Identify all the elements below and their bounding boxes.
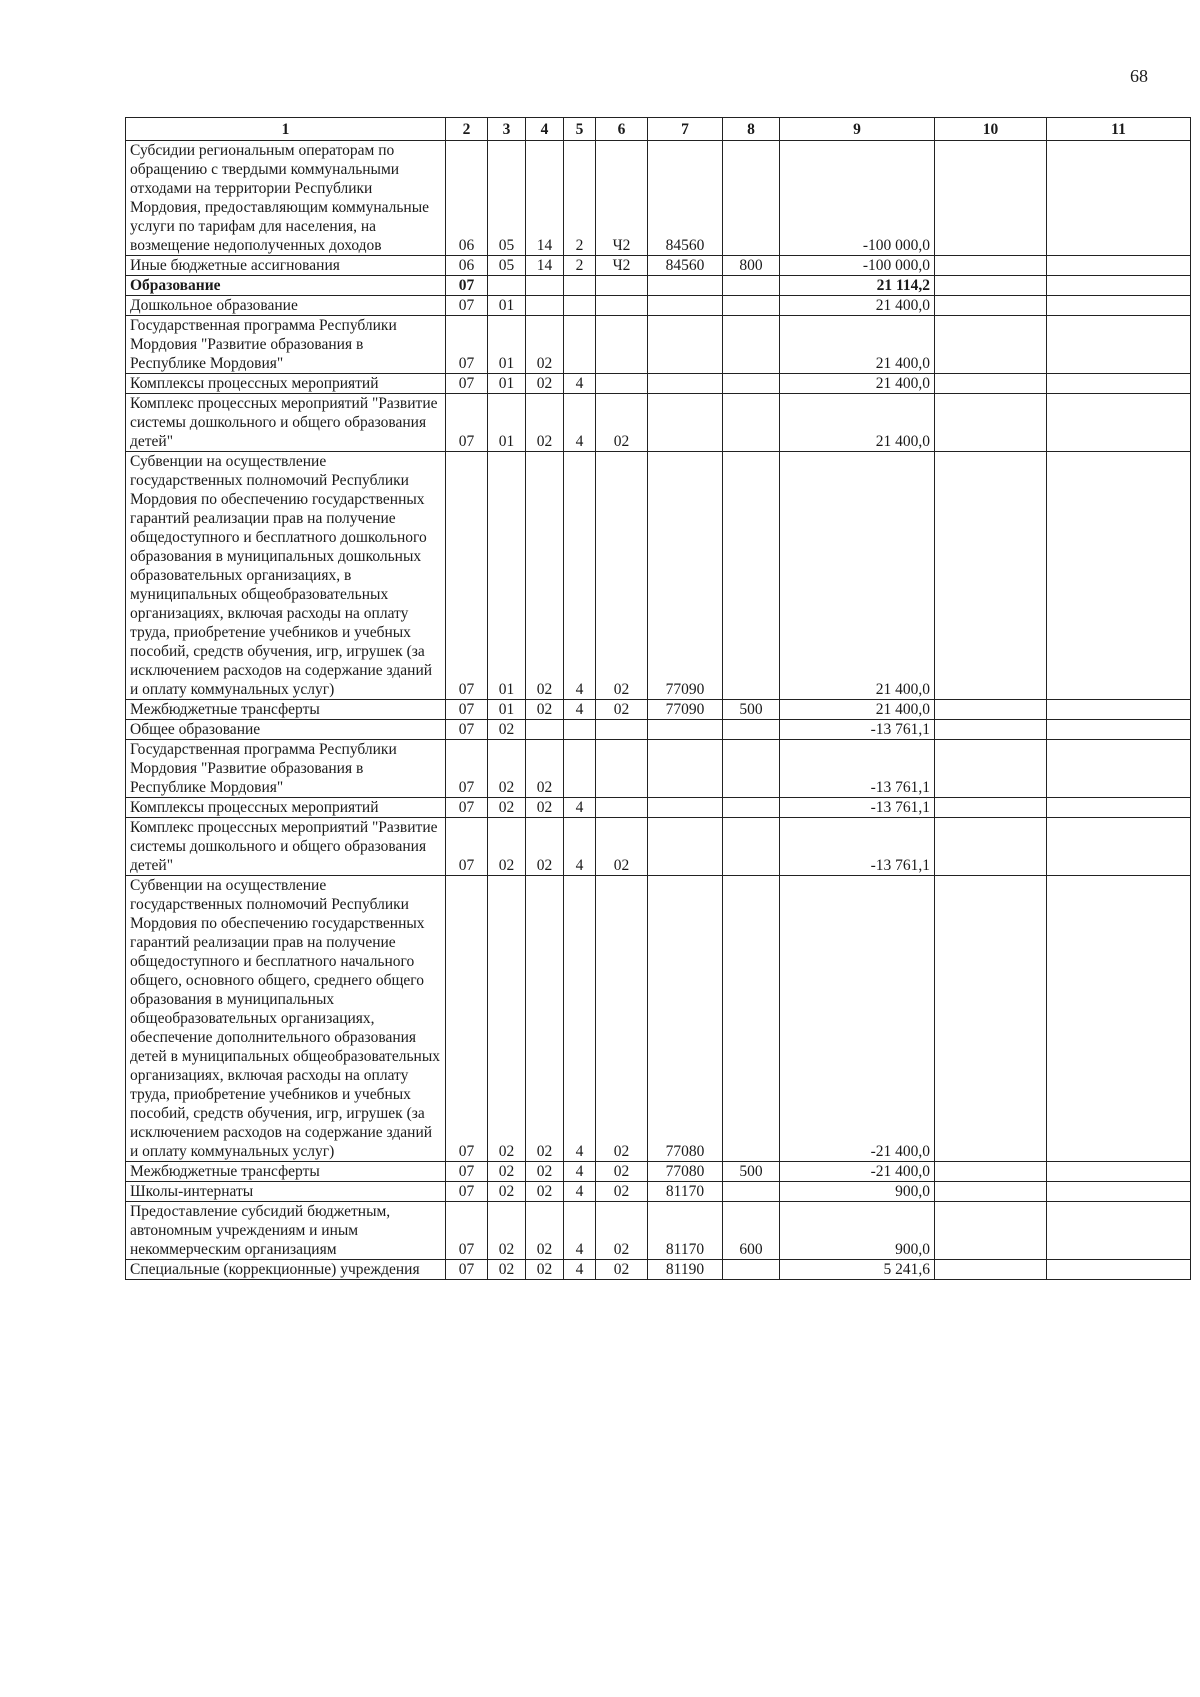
code-cell-4 bbox=[526, 276, 564, 296]
code-cell-2: 07 bbox=[446, 720, 488, 740]
code-cell-7 bbox=[648, 394, 723, 452]
code-cell-6 bbox=[596, 798, 648, 818]
code-cell-10 bbox=[935, 720, 1047, 740]
code-cell-6: Ч2 bbox=[596, 256, 648, 276]
code-cell-5 bbox=[564, 316, 596, 374]
amount-cell: 900,0 bbox=[780, 1202, 935, 1260]
table-row bbox=[126, 452, 1191, 700]
code-cell-3: 01 bbox=[488, 394, 526, 452]
code-cell-8 bbox=[723, 374, 780, 394]
code-cell-10 bbox=[935, 316, 1047, 374]
amount-cell: -100 000,0 bbox=[780, 256, 935, 276]
code-cell-6: 02 bbox=[596, 1202, 648, 1260]
col-header-8: 8 bbox=[723, 118, 780, 141]
col-header-2: 2 bbox=[446, 118, 488, 141]
code-cell-6: 02 bbox=[596, 394, 648, 452]
code-cell-4: 02 bbox=[526, 452, 564, 700]
code-cell-4: 02 bbox=[526, 740, 564, 798]
code-cell-11 bbox=[1047, 276, 1191, 296]
code-cell-2: 07 bbox=[446, 276, 488, 296]
code-cell-10 bbox=[935, 700, 1047, 720]
code-cell-11 bbox=[1047, 1202, 1191, 1260]
col-header-4: 4 bbox=[526, 118, 564, 141]
col-header-6: 6 bbox=[596, 118, 648, 141]
code-cell-10 bbox=[935, 256, 1047, 276]
code-cell-8 bbox=[723, 1260, 780, 1280]
code-cell-11 bbox=[1047, 1260, 1191, 1280]
row-name-cell: Школы-интернаты bbox=[126, 1182, 446, 1202]
table-row bbox=[126, 700, 1191, 720]
row-name-cell: Образование bbox=[126, 276, 446, 296]
code-cell-11 bbox=[1047, 798, 1191, 818]
table-row bbox=[126, 818, 1191, 876]
code-cell-2: 06 bbox=[446, 141, 488, 256]
code-cell-4: 02 bbox=[526, 818, 564, 876]
row-name-cell: Субвенции на осуществление государственных полномочий Республики Мордовия по обеспечению государственных гарантий реализации прав на получение общедоступного и бесплатного начального общего, основного общего, среднего общего образования в муниципальных общеобразовательных организациях, обеспечение дополнительного образования детей в муниципальных общеобразовательных организациях, включая расходы на оплату труда, приобретение учебников и учебных пособий, средств обучения, игр, игрушек (за исключением расходов на содержание зданий и оплату коммунальных услуг) bbox=[126, 876, 446, 1162]
code-cell-11 bbox=[1047, 700, 1191, 720]
code-cell-3: 02 bbox=[488, 798, 526, 818]
table-row bbox=[126, 276, 1191, 296]
row-name-cell: Общее образование bbox=[126, 720, 446, 740]
amount-cell: 21 400,0 bbox=[780, 700, 935, 720]
code-cell-8 bbox=[723, 141, 780, 256]
code-cell-8: 600 bbox=[723, 1202, 780, 1260]
code-cell-8 bbox=[723, 818, 780, 876]
code-cell-5 bbox=[564, 296, 596, 316]
code-cell-8 bbox=[723, 876, 780, 1162]
code-cell-7: 81190 bbox=[648, 1260, 723, 1280]
code-cell-3: 02 bbox=[488, 1260, 526, 1280]
code-cell-5: 2 bbox=[564, 141, 596, 256]
code-cell-4: 02 bbox=[526, 394, 564, 452]
code-cell-5: 4 bbox=[564, 818, 596, 876]
code-cell-2: 07 bbox=[446, 1202, 488, 1260]
amount-cell: 21 400,0 bbox=[780, 316, 935, 374]
code-cell-6: 02 bbox=[596, 700, 648, 720]
code-cell-10 bbox=[935, 394, 1047, 452]
code-cell-6: 02 bbox=[596, 452, 648, 700]
code-cell-5: 4 bbox=[564, 1202, 596, 1260]
table-row bbox=[126, 316, 1191, 374]
code-cell-2: 07 bbox=[446, 374, 488, 394]
code-cell-10 bbox=[935, 740, 1047, 798]
code-cell-7 bbox=[648, 316, 723, 374]
table-row bbox=[126, 1260, 1191, 1280]
code-cell-5: 4 bbox=[564, 876, 596, 1162]
code-cell-10 bbox=[935, 452, 1047, 700]
table-row bbox=[126, 1182, 1191, 1202]
code-cell-7 bbox=[648, 296, 723, 316]
code-cell-10 bbox=[935, 818, 1047, 876]
code-cell-4: 02 bbox=[526, 316, 564, 374]
code-cell-7: 81170 bbox=[648, 1202, 723, 1260]
code-cell-3: 01 bbox=[488, 374, 526, 394]
code-cell-4: 02 bbox=[526, 700, 564, 720]
col-header-3: 3 bbox=[488, 118, 526, 141]
code-cell-6: 02 bbox=[596, 1260, 648, 1280]
code-cell-3: 05 bbox=[488, 141, 526, 256]
code-cell-3: 02 bbox=[488, 740, 526, 798]
row-name-cell: Иные бюджетные ассигнования bbox=[126, 256, 446, 276]
code-cell-6: 02 bbox=[596, 818, 648, 876]
code-cell-6 bbox=[596, 740, 648, 798]
row-name-cell: Дошкольное образование bbox=[126, 296, 446, 316]
amount-cell: -13 761,1 bbox=[780, 818, 935, 876]
code-cell-3 bbox=[488, 276, 526, 296]
code-cell-11 bbox=[1047, 740, 1191, 798]
table-row bbox=[126, 394, 1191, 452]
code-cell-6 bbox=[596, 374, 648, 394]
code-cell-11 bbox=[1047, 1162, 1191, 1182]
amount-cell: -100 000,0 bbox=[780, 141, 935, 256]
code-cell-2: 07 bbox=[446, 452, 488, 700]
code-cell-4: 14 bbox=[526, 141, 564, 256]
code-cell-2: 07 bbox=[446, 876, 488, 1162]
amount-cell: -13 761,1 bbox=[780, 798, 935, 818]
code-cell-7: 77080 bbox=[648, 1162, 723, 1182]
code-cell-6 bbox=[596, 276, 648, 296]
amount-cell: 21 114,2 bbox=[780, 276, 935, 296]
table-row bbox=[126, 740, 1191, 798]
amount-cell: -21 400,0 bbox=[780, 876, 935, 1162]
code-cell-11 bbox=[1047, 818, 1191, 876]
code-cell-5 bbox=[564, 720, 596, 740]
code-cell-5: 4 bbox=[564, 1162, 596, 1182]
code-cell-6: 02 bbox=[596, 876, 648, 1162]
row-name-cell: Субвенции на осуществление государственных полномочий Республики Мордовия по обеспечению государственных гарантий реализации прав на получение общедоступного и бесплатного дошкольного образования в муниципальных дошкольных образовательных организациях, в муниципальных общеобразовательных организациях, включая расходы на оплату труда, приобретение учебников и учебных пособий, средств обучения, игр, игрушек (за исключением расходов на содержание зданий и оплату коммунальных услуг) bbox=[126, 452, 446, 700]
code-cell-2: 07 bbox=[446, 740, 488, 798]
code-cell-7: 77080 bbox=[648, 876, 723, 1162]
code-cell-3: 01 bbox=[488, 296, 526, 316]
amount-cell: -13 761,1 bbox=[780, 720, 935, 740]
code-cell-7: 84560 bbox=[648, 141, 723, 256]
table-row bbox=[126, 374, 1191, 394]
row-name-cell: Комплексы процессных мероприятий bbox=[126, 374, 446, 394]
col-header-1: 1 bbox=[126, 118, 446, 141]
amount-cell: 900,0 bbox=[780, 1182, 935, 1202]
code-cell-7 bbox=[648, 276, 723, 296]
table-row bbox=[126, 1202, 1191, 1260]
code-cell-7 bbox=[648, 798, 723, 818]
code-cell-8 bbox=[723, 798, 780, 818]
code-cell-2: 07 bbox=[446, 1162, 488, 1182]
row-name-cell: Межбюджетные трансферты bbox=[126, 1162, 446, 1182]
code-cell-11 bbox=[1047, 394, 1191, 452]
row-name-cell: Комплекс процессных мероприятий "Развитие системы дошкольного и общего образования детей" bbox=[126, 818, 446, 876]
table-row bbox=[126, 256, 1191, 276]
page-number: 68 bbox=[1130, 66, 1148, 86]
code-cell-10 bbox=[935, 296, 1047, 316]
code-cell-10 bbox=[935, 1202, 1047, 1260]
code-cell-11 bbox=[1047, 141, 1191, 256]
row-name-cell: Предоставление субсидий бюджетным, автономным учреждениям и иным некоммерческим организациям bbox=[126, 1202, 446, 1260]
row-name-cell: Межбюджетные трансферты bbox=[126, 700, 446, 720]
code-cell-3: 01 bbox=[488, 700, 526, 720]
code-cell-6 bbox=[596, 720, 648, 740]
code-cell-5: 4 bbox=[564, 374, 596, 394]
code-cell-3: 02 bbox=[488, 1162, 526, 1182]
table-row bbox=[126, 296, 1191, 316]
code-cell-8 bbox=[723, 720, 780, 740]
code-cell-4 bbox=[526, 296, 564, 316]
code-cell-3: 02 bbox=[488, 1182, 526, 1202]
table-row bbox=[126, 720, 1191, 740]
code-cell-3: 02 bbox=[488, 818, 526, 876]
code-cell-4: 02 bbox=[526, 374, 564, 394]
code-cell-7 bbox=[648, 740, 723, 798]
code-cell-10 bbox=[935, 1162, 1047, 1182]
code-cell-6: 02 bbox=[596, 1182, 648, 1202]
code-cell-7: 77090 bbox=[648, 452, 723, 700]
code-cell-3: 05 bbox=[488, 256, 526, 276]
amount-cell: 21 400,0 bbox=[780, 296, 935, 316]
row-name-cell: Государственная программа Республики Мордовия "Развитие образования в Республике Мордовия" bbox=[126, 316, 446, 374]
code-cell-2: 07 bbox=[446, 296, 488, 316]
col-header-9: 9 bbox=[780, 118, 935, 141]
row-name-cell: Государственная программа Республики Мордовия "Развитие образования в Республике Мордовия" bbox=[126, 740, 446, 798]
code-cell-10 bbox=[935, 141, 1047, 256]
row-name-cell: Комплекс процессных мероприятий "Развитие системы дошкольного и общего образования детей" bbox=[126, 394, 446, 452]
code-cell-2: 07 bbox=[446, 1260, 488, 1280]
code-cell-4: 02 bbox=[526, 1162, 564, 1182]
code-cell-11 bbox=[1047, 720, 1191, 740]
code-cell-8 bbox=[723, 1182, 780, 1202]
table-header-row bbox=[126, 118, 1191, 141]
code-cell-5: 4 bbox=[564, 1260, 596, 1280]
code-cell-2: 07 bbox=[446, 798, 488, 818]
code-cell-8: 800 bbox=[723, 256, 780, 276]
code-cell-7 bbox=[648, 374, 723, 394]
code-cell-7 bbox=[648, 818, 723, 876]
budget-table bbox=[125, 117, 1191, 1280]
amount-cell: 21 400,0 bbox=[780, 394, 935, 452]
code-cell-2: 07 bbox=[446, 1182, 488, 1202]
code-cell-4 bbox=[526, 720, 564, 740]
code-cell-2: 06 bbox=[446, 256, 488, 276]
code-cell-5 bbox=[564, 276, 596, 296]
code-cell-5: 4 bbox=[564, 798, 596, 818]
code-cell-3: 02 bbox=[488, 876, 526, 1162]
col-header-5: 5 bbox=[564, 118, 596, 141]
code-cell-11 bbox=[1047, 452, 1191, 700]
code-cell-3: 02 bbox=[488, 1202, 526, 1260]
code-cell-11 bbox=[1047, 316, 1191, 374]
code-cell-2: 07 bbox=[446, 700, 488, 720]
col-header-10: 10 bbox=[935, 118, 1047, 141]
code-cell-5: 4 bbox=[564, 452, 596, 700]
col-header-7: 7 bbox=[648, 118, 723, 141]
code-cell-5: 2 bbox=[564, 256, 596, 276]
code-cell-8 bbox=[723, 452, 780, 700]
code-cell-3: 02 bbox=[488, 720, 526, 740]
code-cell-2: 07 bbox=[446, 818, 488, 876]
code-cell-10 bbox=[935, 276, 1047, 296]
col-header-11: 11 bbox=[1047, 118, 1191, 141]
code-cell-10 bbox=[935, 798, 1047, 818]
code-cell-2: 07 bbox=[446, 316, 488, 374]
amount-cell: 5 241,6 bbox=[780, 1260, 935, 1280]
code-cell-6: Ч2 bbox=[596, 141, 648, 256]
code-cell-8 bbox=[723, 296, 780, 316]
code-cell-4: 02 bbox=[526, 798, 564, 818]
code-cell-11 bbox=[1047, 876, 1191, 1162]
table-row bbox=[126, 141, 1191, 256]
amount-cell: -21 400,0 bbox=[780, 1162, 935, 1182]
code-cell-11 bbox=[1047, 374, 1191, 394]
code-cell-10 bbox=[935, 1182, 1047, 1202]
amount-cell: -13 761,1 bbox=[780, 740, 935, 798]
table-row bbox=[126, 1162, 1191, 1182]
code-cell-4: 02 bbox=[526, 1260, 564, 1280]
row-name-cell: Специальные (коррекционные) учреждения bbox=[126, 1260, 446, 1280]
table-row bbox=[126, 876, 1191, 1162]
code-cell-6 bbox=[596, 316, 648, 374]
code-cell-10 bbox=[935, 1260, 1047, 1280]
code-cell-10 bbox=[935, 876, 1047, 1162]
table-row bbox=[126, 798, 1191, 818]
code-cell-6 bbox=[596, 296, 648, 316]
code-cell-5: 4 bbox=[564, 394, 596, 452]
code-cell-11 bbox=[1047, 1182, 1191, 1202]
code-cell-8 bbox=[723, 394, 780, 452]
code-cell-8 bbox=[723, 316, 780, 374]
code-cell-4: 02 bbox=[526, 1182, 564, 1202]
code-cell-7 bbox=[648, 720, 723, 740]
code-cell-2: 07 bbox=[446, 394, 488, 452]
row-name-cell: Комплексы процессных мероприятий bbox=[126, 798, 446, 818]
code-cell-11 bbox=[1047, 296, 1191, 316]
code-cell-8 bbox=[723, 276, 780, 296]
code-cell-3: 01 bbox=[488, 452, 526, 700]
code-cell-7: 81170 bbox=[648, 1182, 723, 1202]
code-cell-5: 4 bbox=[564, 1182, 596, 1202]
code-cell-7: 77090 bbox=[648, 700, 723, 720]
code-cell-3: 01 bbox=[488, 316, 526, 374]
code-cell-4: 02 bbox=[526, 1202, 564, 1260]
code-cell-4: 02 bbox=[526, 876, 564, 1162]
code-cell-11 bbox=[1047, 256, 1191, 276]
code-cell-5: 4 bbox=[564, 700, 596, 720]
code-cell-8: 500 bbox=[723, 700, 780, 720]
code-cell-6: 02 bbox=[596, 1162, 648, 1182]
code-cell-5 bbox=[564, 740, 596, 798]
code-cell-8: 500 bbox=[723, 1162, 780, 1182]
code-cell-8 bbox=[723, 740, 780, 798]
amount-cell: 21 400,0 bbox=[780, 452, 935, 700]
row-name-cell: Субсидии региональным операторам по обращению с твердыми коммунальными отходами на территории Республики Мордовия, предоставляющим коммунальные услуги по тарифам для населения, на возмещение недополученных доходов bbox=[126, 141, 446, 256]
amount-cell: 21 400,0 bbox=[780, 374, 935, 394]
code-cell-10 bbox=[935, 374, 1047, 394]
code-cell-7: 84560 bbox=[648, 256, 723, 276]
code-cell-4: 14 bbox=[526, 256, 564, 276]
